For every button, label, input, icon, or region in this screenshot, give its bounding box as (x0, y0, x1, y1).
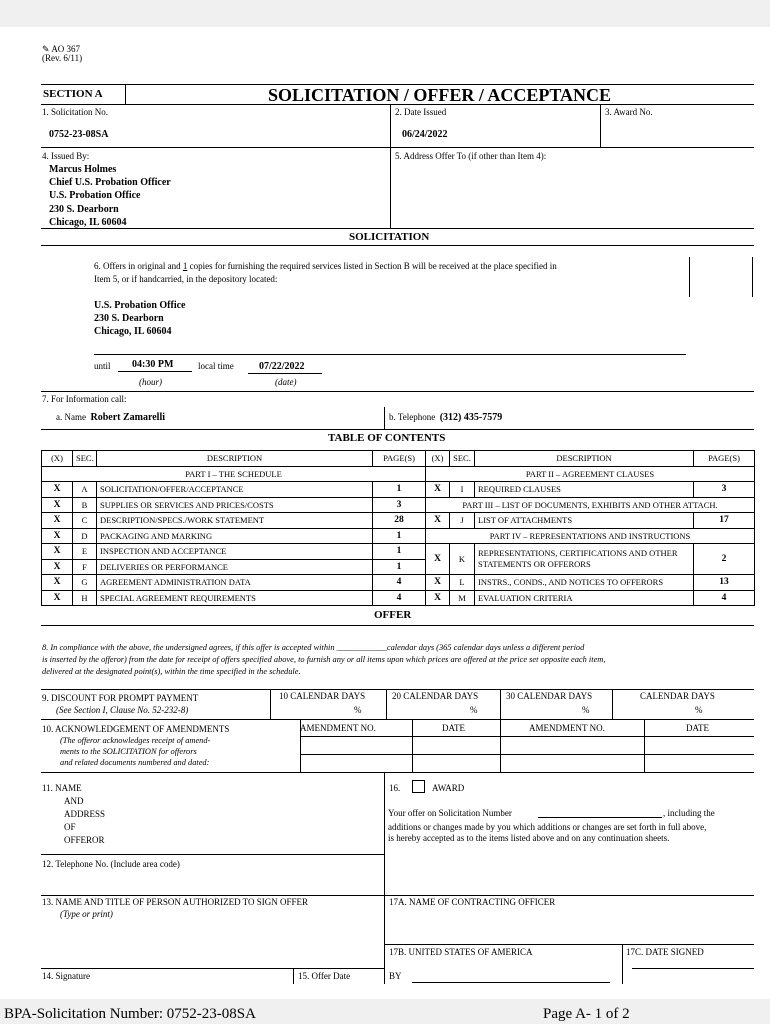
section-label: SECTION A (43, 88, 103, 100)
amendment-date-col-2: DATE (686, 723, 709, 733)
info-call-label: 7. For Information call: (42, 394, 127, 404)
item6-line2: Item 5, or if handcarried, in the depository located: (94, 274, 278, 284)
receipt-date: 07/22/2022 (259, 361, 305, 372)
date-label: (date) (275, 377, 297, 387)
award-text-2: additions or changes made by you which additions or changes are set forth in full above, (388, 822, 707, 832)
toc-table (41, 450, 755, 606)
table-row: X D PACKAGING AND MARKING 1 PART IV – REPRESENTATIONS AND INSTRUCTIONS (42, 528, 755, 544)
form-revision: (Rev. 6/11) (42, 53, 83, 63)
table-row: X A SOLICITATION/OFFER/ACCEPTANCE 1 X I REQUIRED CLAUSES 3 (42, 482, 755, 498)
discount-sub: (See Section I, Clause No. 52-232-8) (56, 705, 189, 715)
toc-heading: TABLE OF CONTENTS (328, 432, 446, 444)
date-issued-value: 06/24/2022 (402, 129, 448, 140)
signature-label: 14. Signature (42, 971, 90, 981)
item6-line1: 6. Offers in original and 1 copies for furnishing the required services listed in Section B will be received at the place specified in (94, 261, 557, 271)
copies-value: 1 (182, 261, 188, 271)
usa-label: 17B. UNITED STATES OF AMERICA (389, 947, 533, 957)
authorized-signer-sub: (Type or print) (60, 909, 113, 919)
solicitation-no-value: 0752-23-08SA (49, 129, 109, 140)
address-offer-label: 5. Address Offer To (if other than Item 4): (395, 151, 547, 161)
form-title: SOLICITATION / OFFER / ACCEPTANCE (268, 85, 612, 105)
receipt-time: 04:30 PM (132, 359, 174, 370)
form-id: ✎ AO 367 (42, 44, 81, 54)
discount-label: 9. DISCOUNT FOR PROMPT PAYMENT (42, 693, 199, 703)
table-row: X G AGREEMENT ADMINISTRATION DATA 4 X L INSTRS., CONDS., AND NOTICES TO OFFERORS 13 (42, 575, 755, 591)
toc-part-row: PART I – THE SCHEDULE PART II – AGREEMENT CLAUSES (42, 466, 755, 482)
amendments-label: 10. ACKNOWLEDGEMENT OF AMENDMENTS (42, 724, 230, 734)
hour-label: (hour) (139, 377, 162, 387)
amendment-no-col-2: AMENDMENT NO. (529, 723, 605, 733)
info-phone: b. Telephone (312) 435-7579 (389, 412, 503, 423)
date-issued-label: 2. Date Issued (395, 107, 447, 117)
page-footer (0, 1000, 770, 1024)
award-number: 16. (389, 783, 401, 793)
amendment-date-col: DATE (442, 723, 465, 733)
telephone-label: 12. Telephone No. (Include area code) (42, 859, 180, 869)
table-row: X F DELIVERIES OR PERFORMANCE 1 (42, 559, 755, 575)
discount-other-days: CALENDAR DAYS (640, 691, 715, 701)
award-checkbox[interactable] (412, 780, 425, 793)
pct-other: % (695, 705, 703, 715)
table-row: X E INSPECTION AND ACCEPTANCE 1 X K REPRESENTATIONS, CERTIFICATIONS AND OTHER STATEMENTS OR OFFERORS 2 (42, 544, 755, 560)
table-row: X H SPECIAL AGREEMENT REQUIREMENTS 4 X M EVALUATION CRITERIA 4 (42, 590, 755, 606)
discount-30-days: 30 CALENDAR DAYS (506, 691, 593, 701)
info-name: a. Name Robert Zamarelli (56, 412, 166, 423)
pct-20: % (470, 705, 478, 715)
discount-10-days: 10 CALENDAR DAYS (279, 691, 366, 701)
award-text-1a: Your offer on Solicitation Number (388, 808, 512, 818)
award-text-1b: , including the (663, 808, 715, 818)
pen-icon: ✎ (42, 44, 50, 54)
until-label: until (94, 361, 111, 371)
form-page (0, 27, 770, 999)
by-label: BY (389, 971, 402, 981)
discount-20-days: 20 CALENDAR DAYS (392, 691, 479, 701)
table-row: X C DESCRIPTION/SPECS./WORK STATEMENT 28 X J LIST OF ATTACHMENTS 17 (42, 513, 755, 529)
local-time-label: local time (198, 361, 234, 371)
offeror-name-address: 11. NAME AND ADDRESS OF OFFEROR (42, 783, 106, 845)
award-text-3: is hereby accepted as to the items listed above and on any continuation sheets. (388, 833, 670, 843)
pct-10: % (354, 705, 362, 715)
date-signed-label: 17C. DATE SIGNED (626, 947, 704, 957)
solicitation-heading: SOLICITATION (349, 231, 430, 243)
award-no-label: 3. Award No. (605, 107, 653, 117)
table-row: X B SUPPLIES OR SERVICES AND PRICES/COSTS 3 PART III – LIST OF DOCUMENTS, EXHIBITS AND OTHER ATTACH. (42, 497, 755, 513)
depository-address: U.S. Probation Office 230 S. Dearborn Chicago, IL 60604 (94, 300, 186, 337)
item8-text: 8. In compliance with the above, the undersigned agrees, if this offer is accepted within ____________calendar days (365 calendar days unless a different period is inserted by the offeror) from the date for receipt of offers specified above, to furnish any or all items upon which prices are offered at the price set opposite each item, delivered at the designated point(s), within the time specified in the schedule. (42, 643, 606, 676)
amendments-sub: (The offeror acknowledges receipt of amend- ments to the SOLICITATION for offerors and related documents numbered and dated: (60, 736, 211, 767)
amendment-no-col: AMENDMENT NO. (300, 723, 376, 733)
issued-by-block: Marcus Holmes Chief U.S. Probation Officer U.S. Probation Office 230 S. Dearborn Chicago, IL 60604 (49, 164, 171, 228)
pct-30: % (582, 705, 590, 715)
offer-date-label: 15. Offer Date (298, 971, 351, 981)
offer-heading: OFFER (374, 609, 412, 621)
footer-page-number: Page A- 1 of 2 (543, 1006, 630, 1022)
authorized-signer-label: 13. NAME AND TITLE OF PERSON AUTHORIZED TO SIGN OFFER (42, 897, 309, 907)
issued-by-label: 4. Issued By: (42, 151, 90, 161)
contracting-officer-label: 17A. NAME OF CONTRACTING OFFICER (389, 897, 556, 907)
toc-header-row: (X) SEC. DESCRIPTION PAGE(S) (X) SEC. DESCRIPTION PAGE(S) (42, 451, 755, 467)
solicitation-no-label: 1. Solicitation No. (42, 107, 108, 117)
footer-solicitation: BPA-Solicitation Number: 0752-23-08SA (4, 1006, 256, 1022)
award-label: AWARD (432, 783, 465, 793)
